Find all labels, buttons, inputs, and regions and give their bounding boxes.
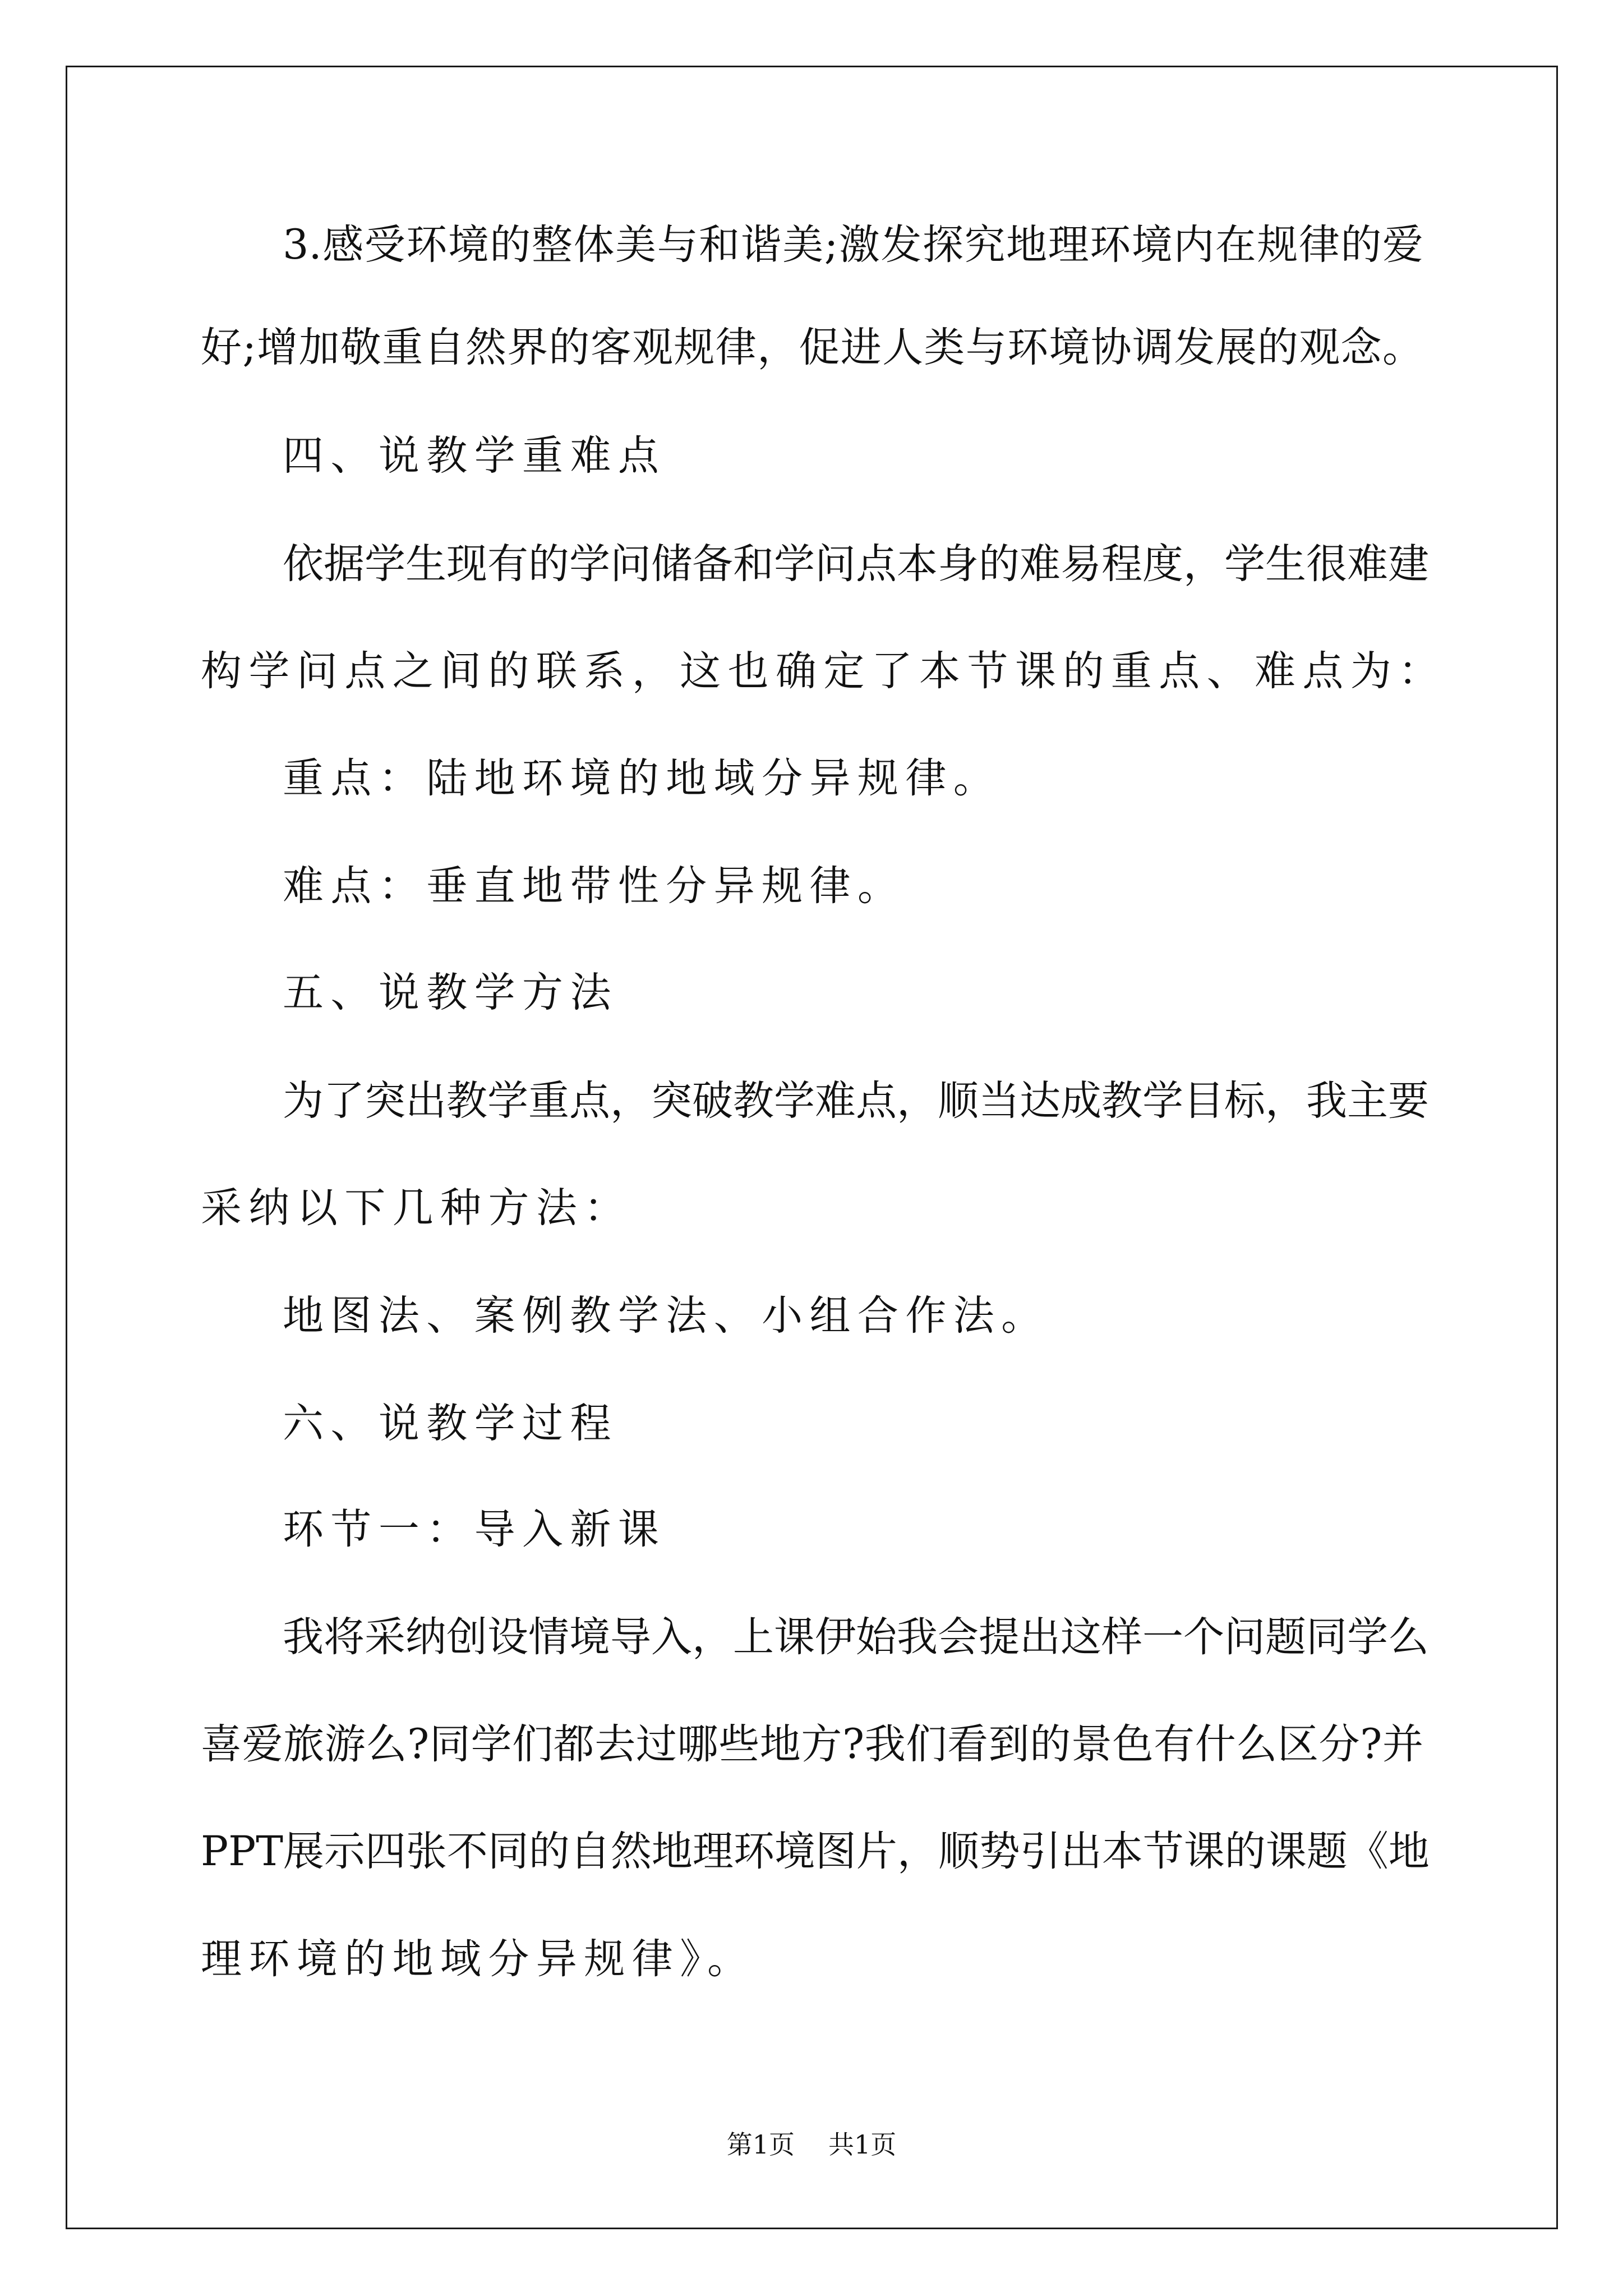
text-line: 采纳以下几种方法： [201,1184,632,1232]
page-number: 第1页 [726,2129,795,2160]
text-line: 依据学生现有的学问储备和学问点本身的难易程度，学生很难建 [283,540,1429,588]
text-line: 我将采纳创设情境导入，上课伊始我会提出这样一个问题同学么 [283,1613,1429,1661]
text-line: 难点：垂直地带性分异规律。 [283,862,906,910]
text-line: 为了突出教学重点，突破教学难点，顺当达成教学目标，我主要 [283,1077,1429,1125]
section-heading: 五、说教学方法 [283,969,618,1016]
text-line: 喜爱旅游么?同学们都去过哪些地方?我们看到的景色有什么区分?并 [201,1720,1423,1768]
subsection-heading: 环节一：导入新课 [283,1506,666,1553]
section-heading: 四、说教学重难点 [283,432,666,480]
text-line: 好;增加敬重自然界的客观规律，促进人类与环境协调发展的观念。 [201,324,1423,371]
page-footer [0,2129,1623,2160]
text-line: 构学问点之间的联系，这也确定了本节课的重点、难点为： [201,647,1446,695]
text-line: 3.感受环境的整体美与和谐美;激发探究地理环境内在规律的爱 [283,221,1423,269]
section-heading: 六、说教学过程 [283,1400,618,1447]
text-line: 重点：陆地环境的地域分异规律。 [283,754,1002,802]
page-border [66,66,1558,2229]
text-line: 地图法、案例教学法、小组合作法。 [283,1292,1049,1340]
page-total: 共1页 [828,2129,897,2160]
text-line: PPT展示四张不同的自然地理环境图片，顺势引出本节课的课题《地 [201,1828,1430,1875]
text-line: 理环境的地域分异规律》。 [201,1935,755,1983]
